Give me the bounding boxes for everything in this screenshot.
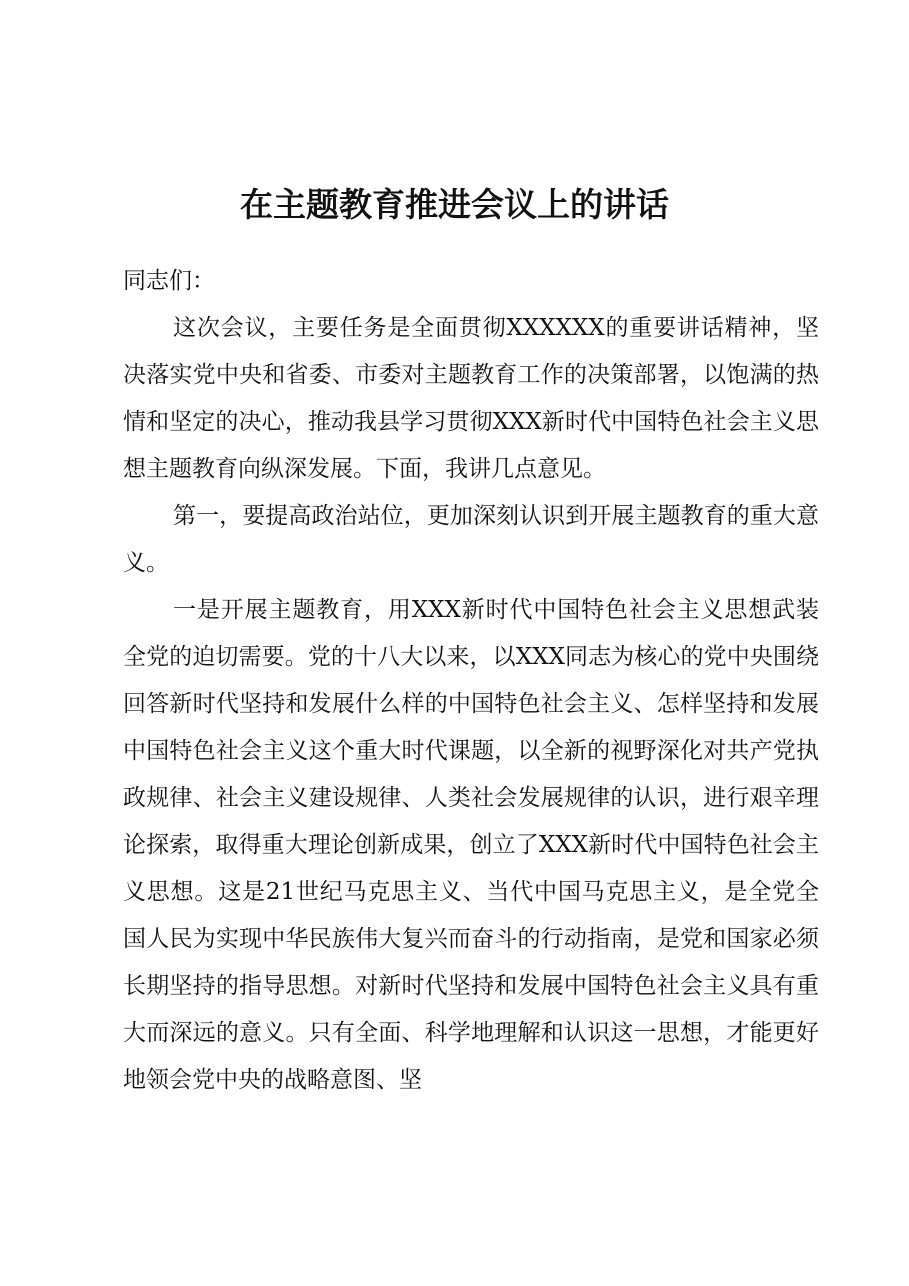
document-title: 在主题教育推进会议上的讲话 — [240, 185, 669, 224]
paragraph-intro: 这次会议，主要任务是全面贯彻XXXXXX的重要讲话精神，坚决落实党中央和省委、市委对主题教育工作的决策部署，以饱满的热情和坚定的决心，推动我县学习贯彻XXX新时代中国特色社会主义思想主题教育向纵深发展。下面，我讲几点意见。 — [123, 315, 819, 482]
paragraph-sub-point-one: 一是开展主题教育，用XXX新时代中国特色社会主义思想武装全党的迫切需要。党的十八大以来，以XXX同志为核心的党中央围绕回答新时代坚持和发展什么样的中国特色社会主义、怎样坚持和发展中国特色社会主义这个重大时代课题，以全新的视野深化对共产党执政规律、社会主义建设规律、人类社会发展规律的认识，进行艰辛理论探索，取得重大理论创新成果，创立了XXX新时代中国特色社会主义思想。这是21世纪马克思主义、当代中国马克思主义，是全党全国人民为实现中华民族伟大复兴而奋斗的行动指南，是党和国家必须长期坚持的指导思想。对新时代坚持和发展中国特色社会主义具有重大而深远的意义。只有全面、科学地理解和认识这一思想，才能更好地领会党中央的战略意图、坚 — [123, 597, 819, 1093]
document-body — [123, 258, 819, 1104]
salutation: 同志们： — [123, 268, 215, 294]
paragraph-point-one: 第一，要提高政治站位，更加深刻认识到开展主题教育的重大意义。 — [123, 503, 819, 576]
